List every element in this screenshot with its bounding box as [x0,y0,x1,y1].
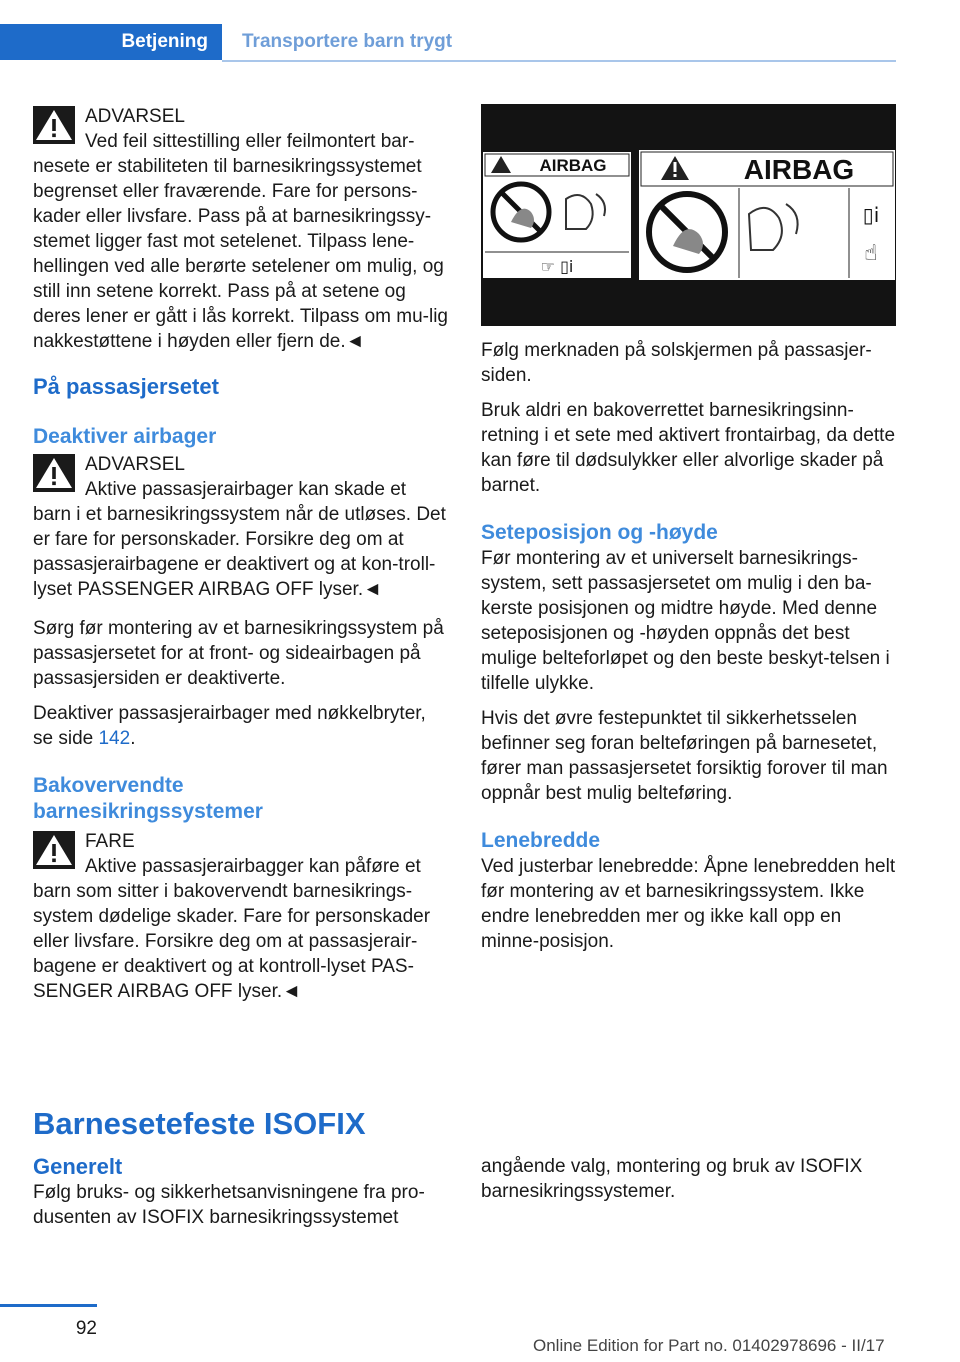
paragraph-end: . [130,728,136,749]
danger-text: barn som sitter i bakovervendt barnesikrings-system dødelige skader. Fare for personskader eller livsfare. Forsikre deg om at passasjerair-bagene er deaktivert og at kontroll-lyset PAS-SENGER AIRBAG OFF lyser.◄ [33,881,431,1002]
section-tab[interactable]: Transportere barn trygt [242,31,453,52]
heading-rear-facing-line-1: Bakovervendte [33,774,184,797]
warning-block-1 [33,104,451,354]
heading-general: Generelt [33,1154,123,1179]
page-number: 92 [75,1318,97,1339]
chapter-tab[interactable]: Betjening [0,24,222,60]
isofix-left [33,1154,453,1240]
paragraph: Ved justerbar lenebredde: Åpne lenebredden helt før montering av et barnesikringssystem. Ikke endre lenebredden mer og ikke kall opp en minne-posisjon. [481,856,896,952]
heading-passenger-seat: På passasjersetet [33,374,219,399]
paragraph: Sørg før montering av et barnesikringssystem på passasjersetet for at front- og sideairbagen på passasjersiden er deaktiverte. [33,618,444,689]
warning-block-2 [33,452,451,602]
paragraph: Følg merknaden på solskjermen på passasjer-siden. [481,340,872,386]
danger-first-line: Aktive passasjerairbagger kan påføre et [85,856,421,877]
airbag-label-large: AIRBAG [743,154,855,185]
paragraph: Bruk aldri en bakoverrettet barnesikringsinn-retning i et sete med aktivert frontairbag, da dette kan føre til dødsulykker eller alvorlige skader på barnet. [481,400,896,496]
warning-text: nesete er stabiliteten til barnesikringssystemet begrenset eller fraværende. Fare for persons-kader eller livsfare. Pass på at barnesikringssy-stemet ligger fast mot setelenet. Tilpass lene-hellingen ved alle berørte setelener om mulig, og still inn setene korrekt. Pass på at setene og deres lener er gått i lås korrekt. Tilpass om mu-lig nakkestøttene i høyden eller fjern de.◄ [33,156,448,352]
paragraph-with-link [33,701,451,751]
heading-seat-position: Seteposisjon og -høyde [481,521,718,544]
svg-text:☞ ▯i: ☞ ▯i [540,257,574,276]
paragraph: Følg bruks- og sikkerhetsanvisningene fra pro-dusenten av ISOFIX barnesikringssystemet [33,1182,425,1228]
isofix-right [481,1154,896,1214]
page-header [0,0,960,64]
right-column [481,104,899,964]
airbag-label-small: AIRBAG [539,156,607,175]
svg-text:▯i: ▯i [862,203,880,227]
warning-first-line: Ved feil sittestilling eller feilmontert bar- [85,131,415,152]
paragraph: Før montering av et universelt barnesikrings-system, sett passasjersetet om mulig i den ba-kerste posisjonen og midtre høyde. Med denne seteposisjonen og -høyden oppnås det best mulige belteforløpet og den beste beskyt-telsen i tilfelle ulykke. [481,548,890,694]
left-column [33,104,451,1014]
footer-edition: Online Edition for Part no. 01402978696 - II/17 [533,1336,885,1355]
page-link[interactable]: 142 [98,728,131,749]
danger-block [33,829,451,1004]
warning-icon [33,106,75,144]
paragraph: angående valg, montering og bruk av ISOFIX barnesikringssystemer. [481,1156,863,1202]
section-title: Barnesetefeste ISOFIX [33,1106,366,1141]
svg-text:☝: ☝ [864,241,878,266]
warning-icon [33,831,75,869]
paragraph-text: Deaktiver passasjerairbager med nøkkelbryter, se side [33,703,426,749]
header-rule [222,60,896,62]
warning-first-line: Aktive passasjerairbager kan skade et [85,479,407,500]
airbag-label-illustration [481,104,896,326]
heading-rear-facing-line-2: barnesikringssystemer [33,800,263,823]
warning-label: ADVARSEL [85,454,185,475]
heading-backrest-width: Lenebredde [481,829,601,852]
warning-text: barn i et barnesikringssystem når de utløses. Det er fare for personskader. Forsikre deg om at passasjerairbagene er deaktivert og at kon-troll-lyset PASSENGER AIRBAG OFF lyser.◄ [33,504,446,600]
warning-label: ADVARSEL [85,106,185,127]
heading-deactivate-airbags: Deaktiver airbager [33,425,217,448]
airbag-sunvisor-image [481,104,896,326]
danger-label: FARE [85,831,135,852]
warning-icon [33,454,75,492]
paragraph: Hvis det øvre festepunktet til sikkerhetsselen befinner seg foran belteføringen på barnesetet, fører man passasjersetet forsiktig forover til man oppnår best mulig belteføring. [481,708,888,804]
footer-rule [0,1304,97,1307]
